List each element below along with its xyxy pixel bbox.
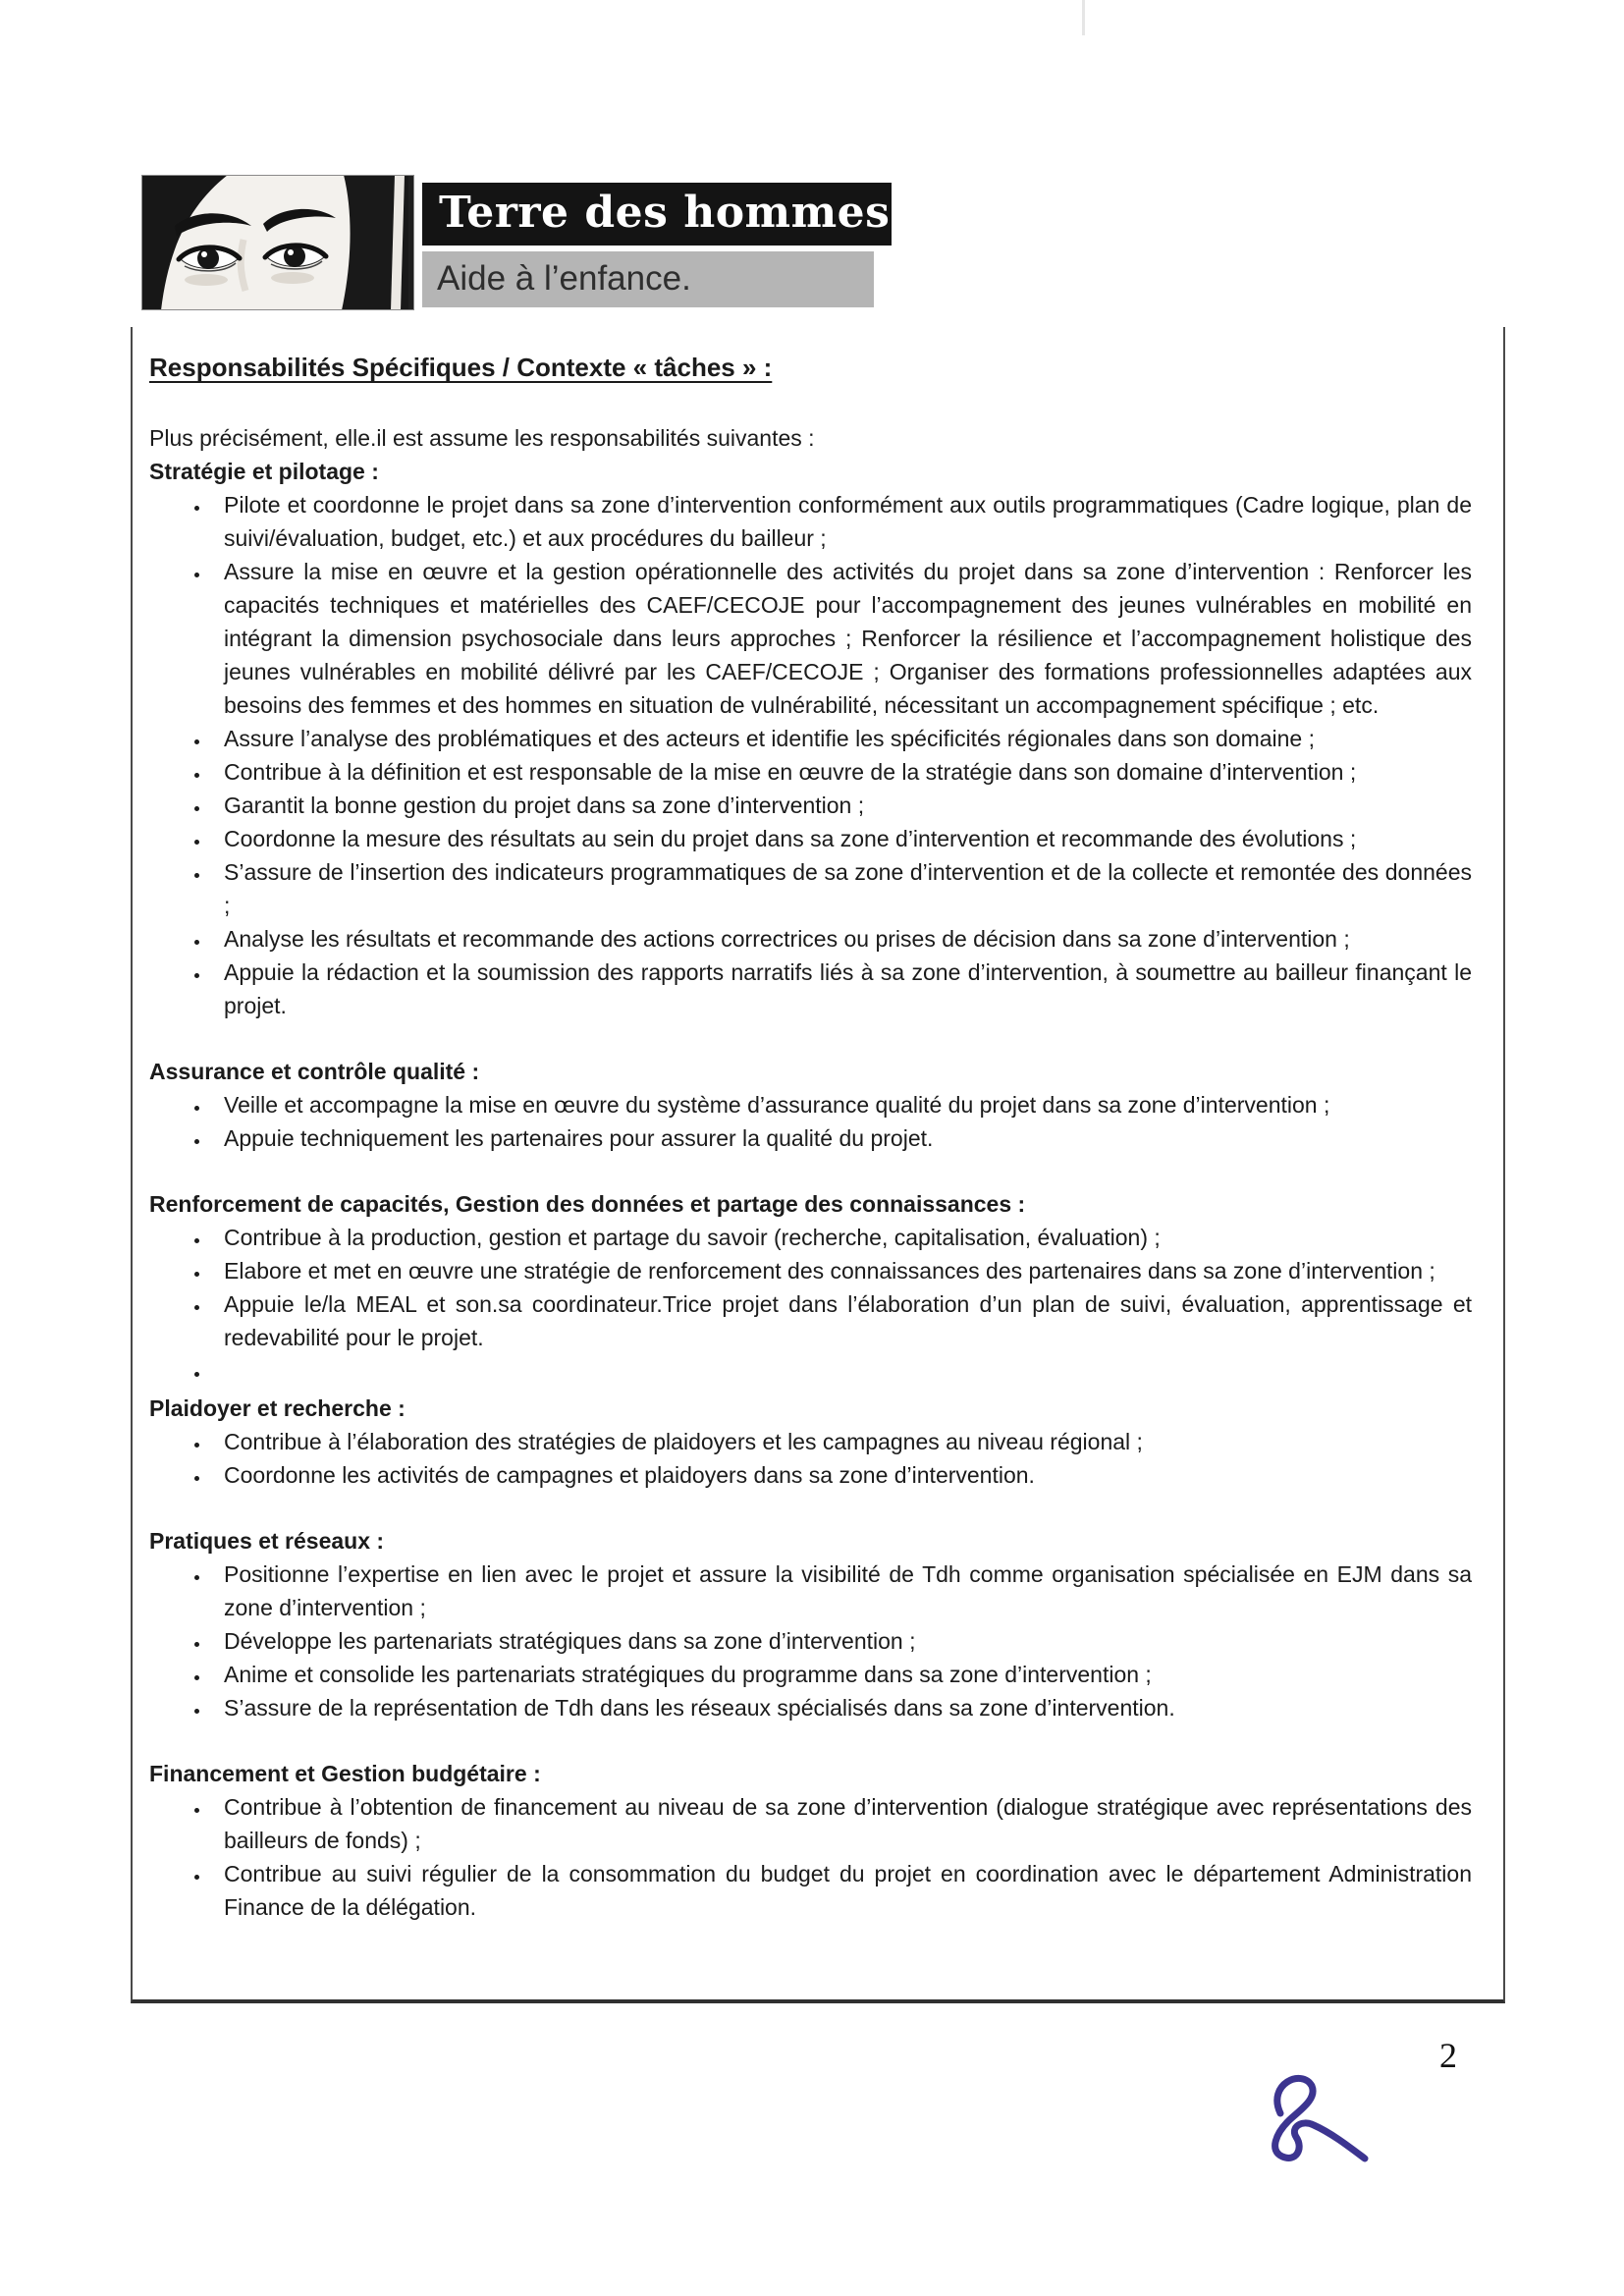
logo-title: Terre des hommes bbox=[422, 183, 892, 246]
bullet-list bbox=[149, 1425, 1472, 1492]
bullet-item: • Elabore et met en œuvre une stratégie de renforcement des connaissances des partenaires dans sa zone d’intervention ; bbox=[211, 1254, 1472, 1287]
intro-text: Plus précisément, elle.il est assume les responsabilités suivantes : bbox=[149, 425, 815, 451]
bullet-list bbox=[149, 1558, 1472, 1724]
bullet-item: • Développe les partenariats stratégiques dans sa zone d’intervention ; bbox=[211, 1624, 1472, 1658]
bullet-list bbox=[149, 1088, 1472, 1155]
bullet-item: • Contribue à l’obtention de financement au niveau de sa zone d’intervention (dialogue stratégique avec représentations des bailleurs de fonds) ; bbox=[211, 1790, 1472, 1857]
bullet-item: • Positionne l’expertise en lien avec le projet et assure la visibilité de Tdh comme organisation spécialisée en EJM dans sa zone d’intervention ; bbox=[211, 1558, 1472, 1624]
eyes-photo bbox=[141, 175, 414, 310]
bullet-item: • Veille et accompagne la mise en œuvre du système d’assurance qualité du projet dans sa zone d’intervention ; bbox=[211, 1088, 1472, 1121]
page-title: Responsabilités Spécifiques / Contexte « tâches » : bbox=[149, 353, 773, 382]
bullet-item: • Coordonne la mesure des résultats au sein du projet dans sa zone d’intervention et recommande des évolutions ; bbox=[211, 822, 1472, 855]
bullet-item: • Appuie techniquement les partenaires pour assurer la qualité du projet. bbox=[211, 1121, 1472, 1155]
bullet-list bbox=[149, 488, 1472, 1022]
doc-section bbox=[149, 1392, 1472, 1492]
doc-section bbox=[149, 1187, 1472, 1388]
bullet-item: • S’assure de l’insertion des indicateurs programmatiques de sa zone d’intervention et de la collecte et remontée des données ; bbox=[211, 855, 1472, 922]
section-title: Pratiques et réseaux : bbox=[149, 1528, 385, 1554]
bullet-item: • Garantit la bonne gestion du projet dans sa zone d’intervention ; bbox=[211, 789, 1472, 822]
bullet-item: • Pilote et coordonne le projet dans sa zone d’intervention conformément aux outils programmatiques (Cadre logique, plan de suivi/évaluation, budget, etc.) et aux procédures du bailleur ; bbox=[211, 488, 1472, 555]
section-title: Assurance et contrôle qualité : bbox=[149, 1059, 480, 1084]
section-title: Plaidoyer et recherche : bbox=[149, 1395, 406, 1421]
bullet-item bbox=[211, 1354, 1472, 1388]
bullet-item: • S’assure de la représentation de Tdh dans les réseaux spécialisés dans sa zone d’intervention. bbox=[211, 1691, 1472, 1724]
sections-container bbox=[149, 455, 1472, 1924]
signature-ink bbox=[1253, 2068, 1388, 2178]
section-title: Stratégie et pilotage : bbox=[149, 459, 379, 484]
bullet-list bbox=[149, 1790, 1472, 1924]
bullet-item: • Analyse les résultats et recommande des actions correctrices ou prises de décision dans sa zone d’intervention ; bbox=[211, 922, 1472, 956]
bullet-item: • Appuie le/la MEAL et son.sa coordinateur.Trice projet dans l’élaboration d’un plan de suivi, évaluation, apprentissage et redevabilité pour le projet. bbox=[211, 1287, 1472, 1354]
doc-section bbox=[149, 1757, 1472, 1924]
doc-section bbox=[149, 1524, 1472, 1724]
doc-section bbox=[149, 1055, 1472, 1155]
bullet-item: • Anime et consolide les partenariats stratégiques du programme dans sa zone d’intervention ; bbox=[211, 1658, 1472, 1691]
bullet-item: • Assure la mise en œuvre et la gestion opérationnelle des activités du projet dans sa zone d’intervention : Renforcer les capacités techniques et matérielles des CAEF/CECOJE pour l’accompagnement des jeunes vulnérables en mobilité en intégrant la dimension psychosociale dans leurs approches ; Renforcer la résilience et l’accompagnement holistique des jeunes vulnérables en mobilité délivré par les CAEF/CECOJE ; Organiser des formations professionnelles adaptées aux besoins des femmes et des hommes en situation de vulnérabilité, nécessitant un accompagnement spécifique ; etc. bbox=[211, 555, 1472, 722]
bullet-item: • Coordonne les activités de campagnes et plaidoyers dans sa zone d’intervention. bbox=[211, 1458, 1472, 1492]
section-title: Financement et Gestion budgétaire : bbox=[149, 1761, 541, 1786]
doc-section bbox=[149, 455, 1472, 1022]
bullet-item: • Contribue à la définition et est responsable de la mise en œuvre de la stratégie dans son domaine d’intervention ; bbox=[211, 755, 1472, 789]
bullet-item: • Assure l’analyse des problématiques et des acteurs et identifie les spécificités régionales dans son domaine ; bbox=[211, 722, 1472, 755]
bullet-item: • Contribue à la production, gestion et partage du savoir (recherche, capitalisation, évaluation) ; bbox=[211, 1221, 1472, 1254]
bullet-item: • Contribue au suivi régulier de la consommation du budget du projet en coordination avec le département Administration Finance de la délégation. bbox=[211, 1857, 1472, 1924]
section-title: Renforcement de capacités, Gestion des données et partage des connaissances : bbox=[149, 1191, 1026, 1217]
responsibilities-box bbox=[131, 327, 1505, 2003]
bullet-item: • Contribue à l’élaboration des stratégies de plaidoyers et les campagnes au niveau régional ; bbox=[211, 1425, 1472, 1458]
page-number: 2 bbox=[1439, 2036, 1457, 2075]
bullet-item: • Appuie la rédaction et la soumission des rapports narratifs liés à sa zone d’intervention, à soumettre au bailleur finançant le projet. bbox=[211, 956, 1472, 1022]
bullet-list bbox=[149, 1221, 1472, 1388]
scan-artifact-line bbox=[1082, 0, 1085, 35]
logo-subtitle: Aide à l’enfance. bbox=[422, 251, 874, 307]
